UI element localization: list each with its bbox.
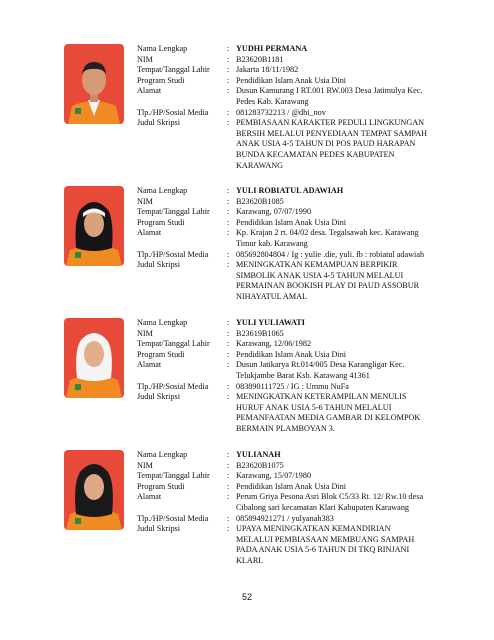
student-thesis — [236, 524, 477, 566]
separator: : — [227, 513, 230, 523]
separator: : — [227, 381, 230, 391]
thesis-line: BERMAIN PLAMBOYAN 3. — [236, 423, 335, 433]
address-row — [137, 492, 477, 513]
thesis-label: Judul Skripsi — [137, 118, 180, 128]
name-label: Nama Lengkap — [137, 186, 188, 195]
student-thesis — [236, 392, 477, 434]
nim-label: NIM — [137, 328, 153, 338]
student-address — [236, 86, 477, 107]
thesis-line: BUNDA KECAMATAN PEDES KABUPATEN — [236, 149, 395, 159]
nim-row — [137, 197, 477, 208]
birth-label: Tempat/Tanggal Lahir — [137, 471, 210, 481]
student-photo-1 — [64, 44, 124, 124]
student-program: Pendidikan Islam Anak Usia Dini — [236, 481, 347, 491]
student-details-4 — [137, 450, 477, 567]
separator: : — [227, 481, 230, 491]
separator: : — [227, 492, 230, 502]
contact-row — [137, 382, 477, 393]
student-photo-3 — [64, 318, 124, 398]
contact-row — [137, 250, 477, 261]
student-details-3 — [137, 318, 477, 435]
thesis-line: PEMBIASAAN KARAKTER PEDULI LINGKUNGAN — [236, 118, 425, 128]
student-birth: Karawang, 12/06/1982 — [236, 339, 312, 349]
page-number: 52 — [241, 592, 252, 602]
name-row — [137, 450, 477, 461]
student-nim: B23620B1075 — [236, 460, 284, 470]
contact-row — [137, 108, 477, 119]
address-label: Alamat — [137, 492, 162, 502]
student-name: YUDHI PERMANA — [236, 44, 308, 53]
student-birth: Jakarta 18/11/1982 — [236, 65, 299, 75]
thesis-line: PEMANFAATAN MEDIA GAMBAR DI KELOMPOK — [236, 413, 421, 423]
thesis-label: Judul Skripsi — [137, 260, 180, 270]
thesis-line: ANAK USIA 4-5 TAHUN DI POS PAUD HARAPAN — [236, 139, 416, 149]
student-program: Pendidikan Islam Anak Usia Dini — [236, 349, 347, 359]
separator: : — [227, 228, 230, 238]
nim-row — [137, 329, 477, 340]
student-nim: B23620B1085 — [236, 196, 284, 206]
thesis-line: KLARI. — [236, 555, 264, 565]
name-row — [137, 318, 477, 329]
birth-row — [137, 65, 477, 76]
nim-row — [137, 461, 477, 472]
address-line: Pedes Kab. Karawang — [236, 96, 309, 106]
thesis-label: Judul Skripsi — [137, 524, 180, 534]
separator: : — [227, 392, 230, 402]
thesis-line: MENINGKATKAN KEMAMPUAN BERPIKIR — [236, 260, 398, 270]
thesis-row — [137, 118, 477, 171]
student-photo-2 — [64, 186, 124, 266]
student-contact: 081283732213 / @dhi_nov — [236, 107, 326, 117]
thesis-row — [137, 392, 477, 434]
birth-label: Tempat/Tanggal Lahir — [137, 65, 210, 75]
student-contact: 085894921271 / yulyanah383 — [236, 513, 334, 523]
contact-label: Tlp./HP/Sosial Media — [137, 249, 209, 259]
student-contact: 085692804804 / Ig : yulie .die, yuli. fb : robiatul adawiah — [236, 249, 425, 259]
birth-label: Tempat/Tanggal Lahir — [137, 207, 210, 217]
name-label: Nama Lengkap — [137, 450, 188, 459]
address-line: Cibalong sari kecamatan Klari Kabupaten Karawang — [236, 502, 410, 512]
address-line: Timur kab. Karawang — [236, 238, 308, 248]
birth-label: Tempat/Tanggal Lahir — [137, 339, 210, 349]
female-black-hijab-portrait-image — [64, 450, 124, 530]
separator: : — [227, 260, 230, 270]
student-name: YULIANAH — [236, 450, 281, 459]
thesis-row — [137, 524, 477, 566]
student-details-2 — [137, 186, 477, 303]
student-program: Pendidikan Islam Anak Usia Dini — [236, 217, 347, 227]
address-line: Dusun Jatikarya Rt.014/005 Desa Karangligar Kec. — [236, 360, 405, 370]
student-address — [236, 360, 477, 381]
female-black-hijab-portrait-image — [64, 186, 124, 266]
thesis-line: SIMBOLIK ANAK USIA 4-5 TAHUN MELALUI — [236, 270, 404, 280]
thesis-line: BERSIH MELALUI PENYEDIAAN TEMPAT SAMPAH — [236, 128, 428, 138]
contact-row — [137, 514, 477, 525]
birth-row — [137, 207, 477, 218]
separator: : — [227, 349, 230, 359]
student-name: YULI YULIAWATI — [236, 318, 305, 327]
address-label: Alamat — [137, 360, 162, 370]
separator: : — [227, 460, 230, 470]
separator: : — [227, 107, 230, 117]
separator: : — [227, 118, 230, 128]
female-white-hijab-portrait-image — [64, 318, 124, 398]
separator: : — [227, 360, 230, 370]
separator: : — [227, 196, 230, 206]
separator: : — [227, 249, 230, 259]
student-address — [236, 492, 477, 513]
contact-label: Tlp./HP/Sosial Media — [137, 381, 209, 391]
student-nim: B23620B1181 — [236, 54, 284, 64]
student-birth: Karawang, 15/07/1980 — [236, 471, 312, 481]
nim-label: NIM — [137, 196, 153, 206]
thesis-line: PADA ANAK USIA 5-6 TAHUN DI TKQ RINJANI — [236, 545, 410, 555]
thesis-line: PERMAINAN BOOKISH PLAY DI PAUD ASSOBUR — [236, 281, 420, 291]
address-line: Telukjambe Barat Ksb. Karawang 41361 — [236, 370, 370, 380]
address-row — [137, 360, 477, 381]
name-row — [137, 186, 477, 197]
student-nim: B23619B1065 — [236, 328, 284, 338]
separator: : — [227, 207, 230, 217]
separator: : — [227, 86, 230, 96]
contact-label: Tlp./HP/Sosial Media — [137, 513, 209, 523]
address-row — [137, 228, 477, 249]
separator: : — [227, 318, 230, 327]
thesis-line: MELALUI PEMBIASAAN MEMBUANG SAMPAH — [236, 534, 415, 544]
address-row — [137, 86, 477, 107]
separator: : — [227, 450, 230, 459]
address-label: Alamat — [137, 228, 162, 238]
program-row — [137, 350, 477, 361]
program-label: Program Studi — [137, 217, 185, 227]
separator: : — [227, 524, 230, 534]
program-label: Program Studi — [137, 349, 185, 359]
nim-label: NIM — [137, 54, 153, 64]
student-thesis — [236, 260, 477, 302]
separator: : — [227, 328, 230, 338]
program-row — [137, 482, 477, 493]
program-row — [137, 76, 477, 87]
name-label: Nama Lengkap — [137, 318, 188, 327]
student-address — [236, 228, 477, 249]
student-photo-4 — [64, 450, 124, 530]
student-details-1 — [137, 44, 477, 171]
student-contact: 083890111725 / IG : Ummu NuFa — [236, 381, 349, 391]
nim-row — [137, 55, 477, 66]
nim-label: NIM — [137, 460, 153, 470]
separator: : — [227, 186, 230, 195]
name-row — [137, 44, 477, 55]
male-portrait-image — [64, 44, 124, 124]
name-label: Nama Lengkap — [137, 44, 188, 53]
separator: : — [227, 75, 230, 85]
birth-row — [137, 471, 477, 482]
program-label: Program Studi — [137, 75, 185, 85]
thesis-line: HURUF ANAK USIA 5-6 TAHUN MELALUI — [236, 402, 392, 412]
thesis-row — [137, 260, 477, 302]
separator: : — [227, 44, 230, 53]
thesis-line: UPAYA MENINGKATKAN KEMANDIRIAN — [236, 524, 391, 534]
thesis-line: KARAWANG — [236, 160, 284, 170]
address-line: Dusun Kamurang I RT.001 RW.003 Desa Jatimulya Kec. — [236, 86, 423, 96]
separator: : — [227, 65, 230, 75]
address-line: Perum Griya Pesona Asri Blok C5/33 Rt. 12/ Rw.10 desa — [236, 492, 424, 502]
address-label: Alamat — [137, 86, 162, 96]
separator: : — [227, 471, 230, 481]
thesis-label: Judul Skripsi — [137, 392, 180, 402]
separator: : — [227, 339, 230, 349]
program-row — [137, 218, 477, 229]
birth-row — [137, 339, 477, 350]
student-program: Pendidikan Islam Anak Usia Dini — [236, 75, 347, 85]
separator: : — [227, 217, 230, 227]
student-thesis — [236, 118, 477, 171]
contact-label: Tlp./HP/Sosial Media — [137, 107, 209, 117]
separator: : — [227, 54, 230, 64]
address-line: Kp. Krajan 2 rt. 04/02 desa. Tegalsawah kec. Karawang — [236, 228, 419, 238]
thesis-line: NIHAYATUL AMAL — [236, 291, 308, 301]
thesis-line: MENINGKATKAN KETERAMPILAN MENULIS — [236, 392, 407, 402]
student-birth: Karawang, 07/07/1990 — [236, 207, 312, 217]
program-label: Program Studi — [137, 481, 185, 491]
student-name: YULI ROBIATUL ADAWIAH — [236, 186, 344, 195]
